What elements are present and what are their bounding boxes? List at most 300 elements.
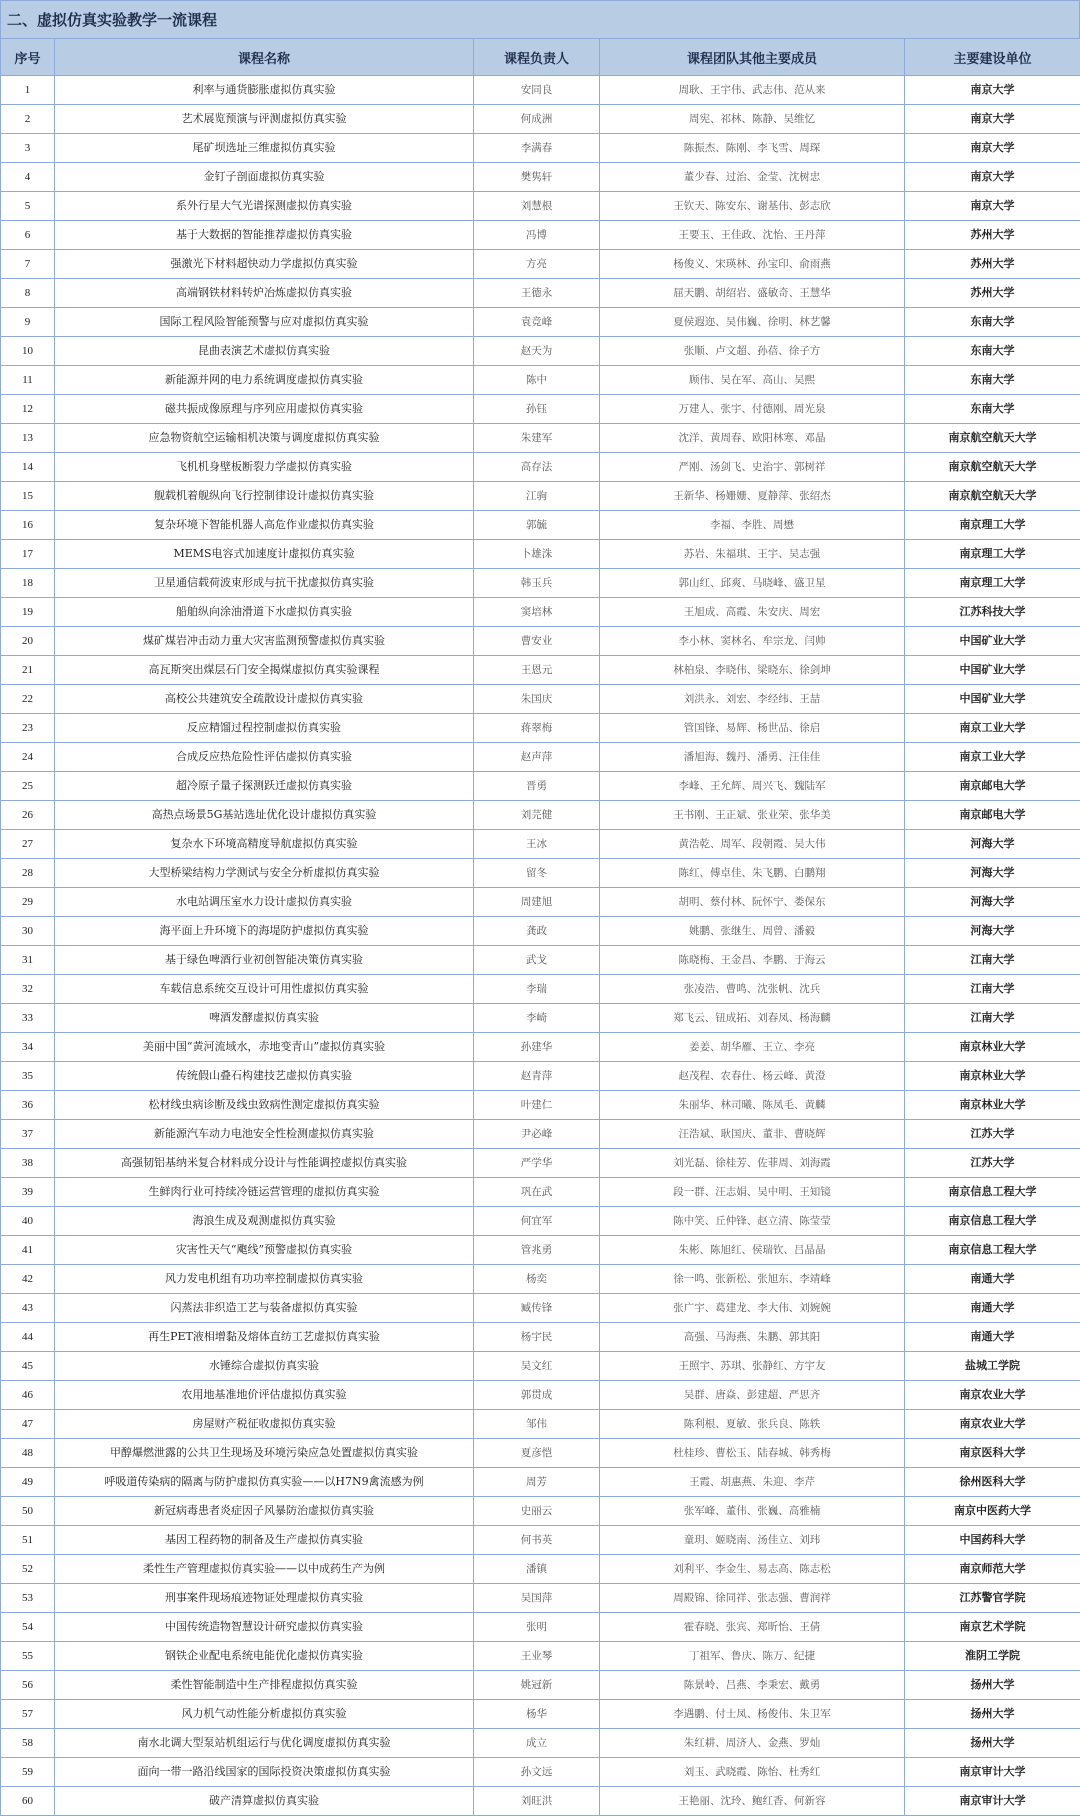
course-lead: 史丽云 [474, 1497, 600, 1526]
row-index: 30 [1, 917, 55, 946]
institution: 南京大学 [905, 76, 1080, 105]
institution: 南京工业大学 [905, 714, 1080, 743]
team-members: 朱彬、陈旭红、侯瑞钦、吕晶晶 [600, 1236, 905, 1265]
table-row [1, 1004, 1080, 1033]
course-lead: 王德永 [474, 279, 600, 308]
course-lead: 郭贯成 [474, 1381, 600, 1410]
row-index: 37 [1, 1120, 55, 1149]
team-members: 王旭成、高霞、朱安庆、周宏 [600, 598, 905, 627]
institution: 扬州大学 [905, 1671, 1080, 1700]
team-members: 屈天鹏、胡绍岩、盛敏奇、王慧华 [600, 279, 905, 308]
team-members: 陈景岭、吕燕、李秉宏、戴勇 [600, 1671, 905, 1700]
course-name: MEMS电容式加速度计虚拟仿真实验 [55, 540, 474, 569]
team-members: 王书刚、王正斌、张业荣、张华美 [600, 801, 905, 830]
team-members: 李遇鹏、付士凤、杨俊伟、朱卫军 [600, 1700, 905, 1729]
row-index: 31 [1, 946, 55, 975]
section-title: 二、虚拟仿真实验教学一流课程 [0, 0, 1080, 38]
row-index: 7 [1, 250, 55, 279]
course-name: 高强韧铝基纳米复合材料成分设计与性能调控虚拟仿真实验 [55, 1149, 474, 1178]
course-name: 风力机气动性能分析虚拟仿真实验 [55, 1700, 474, 1729]
table-row [1, 1062, 1080, 1091]
table-row [1, 1584, 1080, 1613]
table-row [1, 1265, 1080, 1294]
table-row [1, 946, 1080, 975]
institution: 南京大学 [905, 192, 1080, 221]
team-members: 万建人、张宇、付德刚、周光泉 [600, 395, 905, 424]
team-members: 顾伟、吴在军、高山、吴熙 [600, 366, 905, 395]
row-index: 52 [1, 1555, 55, 1584]
header-row [1, 39, 1080, 76]
course-name: 新冠病毒患者炎症因子风暴防治虚拟仿真实验 [55, 1497, 474, 1526]
course-name: 闪蒸法非织造工艺与装备虚拟仿真实验 [55, 1294, 474, 1323]
table-row [1, 888, 1080, 917]
course-name: 甲醇爆燃泄露的公共卫生现场及环境污染应急处置虚拟仿真实验 [55, 1439, 474, 1468]
institution: 中国药科大学 [905, 1526, 1080, 1555]
course-name: 复杂水下环境高精度导航虚拟仿真实验 [55, 830, 474, 859]
row-index: 34 [1, 1033, 55, 1062]
row-index: 50 [1, 1497, 55, 1526]
header-institution: 主要建设单位 [905, 39, 1080, 76]
team-members: 杨俊义、宋瑛林、孙宝印、俞雨燕 [600, 250, 905, 279]
row-index: 24 [1, 743, 55, 772]
course-name: 金钉子剖面虚拟仿真实验 [55, 163, 474, 192]
team-members: 高强、马海燕、朱鹏、郭其阳 [600, 1323, 905, 1352]
course-name: 风力发电机组有功功率控制虚拟仿真实验 [55, 1265, 474, 1294]
institution: 江苏大学 [905, 1149, 1080, 1178]
course-lead: 夏彦恺 [474, 1439, 600, 1468]
team-members: 吴群、唐焱、彭建超、严思齐 [600, 1381, 905, 1410]
table-row [1, 1613, 1080, 1642]
institution: 南京审计大学 [905, 1787, 1080, 1816]
table-row [1, 1323, 1080, 1352]
course-name: 水电站调压室水力设计虚拟仿真实验 [55, 888, 474, 917]
table-row [1, 1439, 1080, 1468]
course-lead: 孙文远 [474, 1758, 600, 1787]
table-row [1, 424, 1080, 453]
team-members: 霍春晓、张宾、郑昕怡、王倩 [600, 1613, 905, 1642]
row-index: 12 [1, 395, 55, 424]
institution: 南京大学 [905, 134, 1080, 163]
course-lead: 吴文红 [474, 1352, 600, 1381]
row-index: 22 [1, 685, 55, 714]
course-lead: 袁竞峰 [474, 308, 600, 337]
course-lead: 晋勇 [474, 772, 600, 801]
table-row [1, 1352, 1080, 1381]
table-row [1, 598, 1080, 627]
row-index: 8 [1, 279, 55, 308]
course-name: 基于大数据的智能推荐虚拟仿真实验 [55, 221, 474, 250]
team-members: 潘旭海、魏丹、潘勇、汪佳佳 [600, 743, 905, 772]
row-index: 3 [1, 134, 55, 163]
table-row [1, 1149, 1080, 1178]
course-name: 车载信息系统交互设计可用性虚拟仿真实验 [55, 975, 474, 1004]
table-row [1, 221, 1080, 250]
table-row [1, 1294, 1080, 1323]
row-index: 16 [1, 511, 55, 540]
institution: 南京邮电大学 [905, 772, 1080, 801]
course-name: 尾矿坝选址三维虚拟仿真实验 [55, 134, 474, 163]
team-members: 刘洪永、刘宏、李经纬、王喆 [600, 685, 905, 714]
table-row [1, 1207, 1080, 1236]
institution: 南京大学 [905, 105, 1080, 134]
institution: 南京林业大学 [905, 1033, 1080, 1062]
team-members: 黄浩乾、周军、段朝霞、吴大伟 [600, 830, 905, 859]
course-lead: 武戈 [474, 946, 600, 975]
table-row [1, 772, 1080, 801]
institution: 南京航空航天大学 [905, 424, 1080, 453]
team-members: 周宪、祁林、陈静、吴维忆 [600, 105, 905, 134]
team-members: 陈振杰、陈刚、李飞雪、周琛 [600, 134, 905, 163]
course-lead: 陈中 [474, 366, 600, 395]
institution: 南京大学 [905, 163, 1080, 192]
course-name: 面向一带一路沿线国家的国际投资决策虚拟仿真实验 [55, 1758, 474, 1787]
institution: 南京中医药大学 [905, 1497, 1080, 1526]
institution: 南京林业大学 [905, 1091, 1080, 1120]
course-lead: 邹伟 [474, 1410, 600, 1439]
table-row [1, 1787, 1080, 1816]
table-row [1, 105, 1080, 134]
course-lead: 安同良 [474, 76, 600, 105]
course-lead: 孙建华 [474, 1033, 600, 1062]
row-index: 2 [1, 105, 55, 134]
team-members: 王要玉、王佳政、沈怡、王丹萍 [600, 221, 905, 250]
team-members: 朱红耕、周济人、金燕、罗灿 [600, 1729, 905, 1758]
course-name: 钢铁企业配电系统电能优化虚拟仿真实验 [55, 1642, 474, 1671]
table-row [1, 482, 1080, 511]
table-row [1, 511, 1080, 540]
institution: 徐州医科大学 [905, 1468, 1080, 1497]
table-row [1, 627, 1080, 656]
course-lead: 何宜军 [474, 1207, 600, 1236]
table-row [1, 192, 1080, 221]
table-row [1, 1091, 1080, 1120]
table-row [1, 395, 1080, 424]
table-row [1, 1410, 1080, 1439]
course-name: 高热点场景5G基站选址优化设计虚拟仿真实验 [55, 801, 474, 830]
institution: 南京艺术学院 [905, 1613, 1080, 1642]
team-members: 陈中笑、丘仲锋、赵立清、陈莹莹 [600, 1207, 905, 1236]
course-lead: 李满春 [474, 134, 600, 163]
table-row [1, 76, 1080, 105]
row-index: 55 [1, 1642, 55, 1671]
course-name: 啤酒发酵虚拟仿真实验 [55, 1004, 474, 1033]
team-members: 周殿锦、徐同祥、张志强、曹润祥 [600, 1584, 905, 1613]
course-lead: 张明 [474, 1613, 600, 1642]
course-lead: 龚政 [474, 917, 600, 946]
institution: 南通大学 [905, 1294, 1080, 1323]
course-lead: 窦培林 [474, 598, 600, 627]
team-members: 李小林、窦林名、牟宗龙、闫帅 [600, 627, 905, 656]
team-members: 董少春、过治、金莹、沈树忠 [600, 163, 905, 192]
course-name: 松材线虫病诊断及线虫致病性测定虚拟仿真实验 [55, 1091, 474, 1120]
team-members: 王钦天、陈安东、谢基伟、彭志欣 [600, 192, 905, 221]
institution: 南京邮电大学 [905, 801, 1080, 830]
course-name: 高校公共建筑安全疏散设计虚拟仿真实验 [55, 685, 474, 714]
course-lead: 刘慧根 [474, 192, 600, 221]
institution: 南京信息工程大学 [905, 1236, 1080, 1265]
row-index: 28 [1, 859, 55, 888]
table-row [1, 453, 1080, 482]
course-name: 灾害性天气“飑线”预警虚拟仿真实验 [55, 1236, 474, 1265]
course-name: 呼吸道传染病的隔离与防护虚拟仿真实验——以H7N9禽流感为例 [55, 1468, 474, 1497]
table-row [1, 279, 1080, 308]
row-index: 27 [1, 830, 55, 859]
course-name: 舰载机着舰纵向飞行控制律设计虚拟仿真实验 [55, 482, 474, 511]
course-name: 飞机机身壁板断裂力学虚拟仿真实验 [55, 453, 474, 482]
row-index: 11 [1, 366, 55, 395]
course-table [0, 38, 1080, 1816]
institution: 江南大学 [905, 946, 1080, 975]
table-body [1, 76, 1080, 1816]
table-row [1, 1729, 1080, 1758]
course-name: 南水北调大型泵站机组运行与优化调度虚拟仿真实验 [55, 1729, 474, 1758]
course-name: 中国传统造物智慧设计研究虚拟仿真实验 [55, 1613, 474, 1642]
row-index: 49 [1, 1468, 55, 1497]
table-row [1, 1700, 1080, 1729]
course-lead: 江驹 [474, 482, 600, 511]
course-name: 超冷原子量子探测跃迁虚拟仿真实验 [55, 772, 474, 801]
team-members: 刘光磊、徐桂芳、佐菲周、刘海霞 [600, 1149, 905, 1178]
course-lead: 何书英 [474, 1526, 600, 1555]
row-index: 48 [1, 1439, 55, 1468]
table-row [1, 1671, 1080, 1700]
row-index: 20 [1, 627, 55, 656]
institution: 南京信息工程大学 [905, 1178, 1080, 1207]
course-lead: 严学华 [474, 1149, 600, 1178]
team-members: 张广宇、葛建龙、李大伟、刘婉婉 [600, 1294, 905, 1323]
course-name: 柔性智能制造中生产排程虚拟仿真实验 [55, 1671, 474, 1700]
course-lead: 臧传锋 [474, 1294, 600, 1323]
institution: 河海大学 [905, 830, 1080, 859]
row-index: 47 [1, 1410, 55, 1439]
table-row [1, 250, 1080, 279]
institution: 东南大学 [905, 395, 1080, 424]
institution: 南京信息工程大学 [905, 1207, 1080, 1236]
table-header [1, 39, 1080, 76]
row-index: 38 [1, 1149, 55, 1178]
institution: 东南大学 [905, 337, 1080, 366]
row-index: 54 [1, 1613, 55, 1642]
course-lead: 蒋翠梅 [474, 714, 600, 743]
course-lead: 李瑞 [474, 975, 600, 1004]
row-index: 6 [1, 221, 55, 250]
institution: 南京医科大学 [905, 1439, 1080, 1468]
table-row [1, 569, 1080, 598]
institution: 南京理工大学 [905, 569, 1080, 598]
team-members: 杜桂珍、曹松玉、陆春城、韩秀梅 [600, 1439, 905, 1468]
row-index: 35 [1, 1062, 55, 1091]
table-row [1, 830, 1080, 859]
team-members: 郑飞云、钮成拓、刘春凤、杨海麟 [600, 1004, 905, 1033]
course-name: 刑事案件现场痕迹物证处理虚拟仿真实验 [55, 1584, 474, 1613]
row-index: 17 [1, 540, 55, 569]
course-lead: 朱国庆 [474, 685, 600, 714]
team-members: 刘利平、李金生、易志高、陈志松 [600, 1555, 905, 1584]
institution: 南京林业大学 [905, 1062, 1080, 1091]
team-members: 张凌浩、曹鸣、沈张帆、沈兵 [600, 975, 905, 1004]
course-lead: 留冬 [474, 859, 600, 888]
row-index: 15 [1, 482, 55, 511]
course-lead: 王业琴 [474, 1642, 600, 1671]
course-name: 应急物资航空运输相机决策与调度虚拟仿真实验 [55, 424, 474, 453]
course-name: 生鲜肉行业可持续冷链运营管理的虚拟仿真实验 [55, 1178, 474, 1207]
table-row [1, 1758, 1080, 1787]
row-index: 57 [1, 1700, 55, 1729]
institution: 东南大学 [905, 366, 1080, 395]
row-index: 41 [1, 1236, 55, 1265]
institution: 扬州大学 [905, 1700, 1080, 1729]
institution: 苏州大学 [905, 279, 1080, 308]
course-lead: 高存法 [474, 453, 600, 482]
course-name: 磁共振成像原理与序列应用虚拟仿真实验 [55, 395, 474, 424]
team-members: 童玥、姬晓南、汤佳立、刘玮 [600, 1526, 905, 1555]
row-index: 59 [1, 1758, 55, 1787]
course-name: 水锤综合虚拟仿真实验 [55, 1352, 474, 1381]
course-name: 海浪生成及观测虚拟仿真实验 [55, 1207, 474, 1236]
institution: 河海大学 [905, 917, 1080, 946]
institution: 河海大学 [905, 859, 1080, 888]
institution: 南京农业大学 [905, 1381, 1080, 1410]
institution: 江苏大学 [905, 1120, 1080, 1149]
team-members: 陈红、傅卓佳、朱飞鹏、白鹏翔 [600, 859, 905, 888]
row-index: 25 [1, 772, 55, 801]
course-lead: 朱建军 [474, 424, 600, 453]
row-index: 51 [1, 1526, 55, 1555]
team-members: 徐一鸣、张新松、张旭东、李靖峰 [600, 1265, 905, 1294]
institution: 苏州大学 [905, 221, 1080, 250]
institution: 江苏警官学院 [905, 1584, 1080, 1613]
institution: 中国矿业大学 [905, 627, 1080, 656]
course-name: 农用地基准地价评估虚拟仿真实验 [55, 1381, 474, 1410]
course-name: 利率与通货膨胀虚拟仿真实验 [55, 76, 474, 105]
team-members: 周耿、王宇伟、武志伟、范从来 [600, 76, 905, 105]
team-members: 陈晓梅、王金昌、李鹏、于海云 [600, 946, 905, 975]
course-lead: 方亮 [474, 250, 600, 279]
institution: 南京工业大学 [905, 743, 1080, 772]
institution: 扬州大学 [905, 1729, 1080, 1758]
institution: 南京农业大学 [905, 1410, 1080, 1439]
table-row [1, 163, 1080, 192]
header-course-lead: 课程负责人 [474, 39, 600, 76]
team-members: 管国锋、易辉、杨世品、徐启 [600, 714, 905, 743]
row-index: 13 [1, 424, 55, 453]
team-members: 刘玉、武晓霞、陈怡、杜秀红 [600, 1758, 905, 1787]
team-members: 陈利根、夏敏、张兵良、陈轶 [600, 1410, 905, 1439]
team-members: 丁祖军、鲁庆、陈万、纪捷 [600, 1642, 905, 1671]
course-lead: 孙钰 [474, 395, 600, 424]
institution: 南京理工大学 [905, 511, 1080, 540]
table-row [1, 134, 1080, 163]
course-lead: 赵声萍 [474, 743, 600, 772]
row-index: 1 [1, 76, 55, 105]
course-lead: 杨宇民 [474, 1323, 600, 1352]
course-lead: 杨奕 [474, 1265, 600, 1294]
course-name: 基因工程药物的制备及生产虚拟仿真实验 [55, 1526, 474, 1555]
institution: 南京审计大学 [905, 1758, 1080, 1787]
row-index: 53 [1, 1584, 55, 1613]
row-index: 58 [1, 1729, 55, 1758]
institution: 河海大学 [905, 888, 1080, 917]
table-row [1, 1642, 1080, 1671]
table-row [1, 1555, 1080, 1584]
row-index: 60 [1, 1787, 55, 1816]
row-index: 33 [1, 1004, 55, 1033]
course-name: 传统假山叠石构建技艺虚拟仿真实验 [55, 1062, 474, 1091]
course-name: 柔性生产管理虚拟仿真实验——以中成药生产为例 [55, 1555, 474, 1584]
course-name: 合成反应热危险性评估虚拟仿真实验 [55, 743, 474, 772]
course-lead: 巩在武 [474, 1178, 600, 1207]
course-lead: 赵天为 [474, 337, 600, 366]
row-index: 43 [1, 1294, 55, 1323]
team-members: 李福、李胜、周懋 [600, 511, 905, 540]
course-name: 高端钢铁材料转炉冶炼虚拟仿真实验 [55, 279, 474, 308]
table-row [1, 743, 1080, 772]
institution: 南京航空航天大学 [905, 453, 1080, 482]
course-lead: 卜雄洙 [474, 540, 600, 569]
row-index: 39 [1, 1178, 55, 1207]
course-name: 高瓦斯突出煤层石门安全揭煤虚拟仿真实验课程 [55, 656, 474, 685]
team-members: 朱丽华、林司曦、陈凤毛、黄麟 [600, 1091, 905, 1120]
course-name: 房屋财产税征收虚拟仿真实验 [55, 1410, 474, 1439]
table-row [1, 1178, 1080, 1207]
row-index: 56 [1, 1671, 55, 1700]
row-index: 23 [1, 714, 55, 743]
institution: 南京师范大学 [905, 1555, 1080, 1584]
row-index: 40 [1, 1207, 55, 1236]
team-members: 林柏泉、李晓伟、梁晓东、徐剑坤 [600, 656, 905, 685]
course-lead: 郭毓 [474, 511, 600, 540]
team-members: 张军峰、董伟、张巍、高雅楠 [600, 1497, 905, 1526]
team-members: 王艳丽、沈玲、鲍红香、何新容 [600, 1787, 905, 1816]
row-index: 32 [1, 975, 55, 1004]
row-index: 21 [1, 656, 55, 685]
table-row [1, 685, 1080, 714]
header-team-members: 课程团队其他主要成员 [600, 39, 905, 76]
team-members: 姚鹏、张继生、周曾、潘毅 [600, 917, 905, 946]
course-lead: 李崎 [474, 1004, 600, 1033]
course-lead: 杨华 [474, 1700, 600, 1729]
row-index: 44 [1, 1323, 55, 1352]
course-name: 美丽中国“黄河流域水，赤地变青山”虚拟仿真实验 [55, 1033, 474, 1062]
table-row [1, 1120, 1080, 1149]
institution: 东南大学 [905, 308, 1080, 337]
course-name: 强激光下材料超快动力学虚拟仿真实验 [55, 250, 474, 279]
team-members: 苏岩、朱福琪、王宇、吴志强 [600, 540, 905, 569]
course-name: 新能源并网的电力系统调度虚拟仿真实验 [55, 366, 474, 395]
institution: 江南大学 [905, 1004, 1080, 1033]
table-row [1, 337, 1080, 366]
table-row [1, 366, 1080, 395]
team-members: 张顺、卢文超、孙蓓、徐子方 [600, 337, 905, 366]
team-members: 严刚、汤剑飞、史治宇、郭树祥 [600, 453, 905, 482]
course-lead: 王冰 [474, 830, 600, 859]
institution: 南京航空航天大学 [905, 482, 1080, 511]
table-row [1, 1497, 1080, 1526]
course-lead: 刘旺洪 [474, 1787, 600, 1816]
team-members: 王照宇、苏琪、张静红、方宇友 [600, 1352, 905, 1381]
table-row [1, 1033, 1080, 1062]
course-name: 海平面上升环境下的海堤防护虚拟仿真实验 [55, 917, 474, 946]
team-members: 夏侯遐迩、吴伟巍、徐明、林艺馨 [600, 308, 905, 337]
row-index: 10 [1, 337, 55, 366]
course-lead: 吴国萍 [474, 1584, 600, 1613]
team-members: 赵茂程、农春仕、杨云峰、黄澄 [600, 1062, 905, 1091]
course-lead: 周建旭 [474, 888, 600, 917]
table-row [1, 859, 1080, 888]
table-row [1, 1381, 1080, 1410]
course-lead: 韩玉兵 [474, 569, 600, 598]
row-index: 14 [1, 453, 55, 482]
